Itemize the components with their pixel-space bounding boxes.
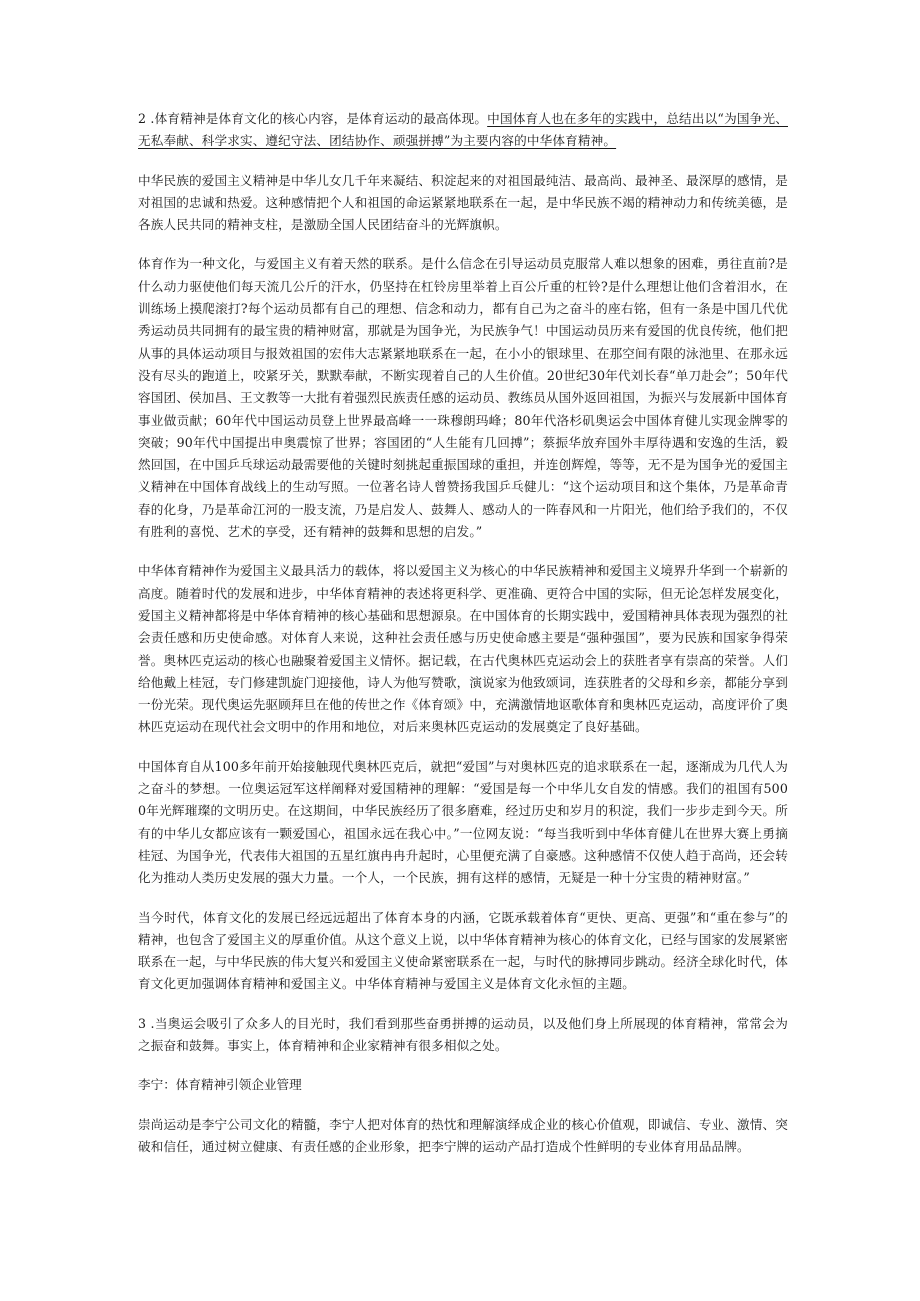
document-body [138,108,788,1158]
paragraph-5: 中国体育自从100多年前开始接触现代奥林匹克后，就把“爱国”与对奥林匹克的追求联系在一起，逐渐成为几代人为之奋斗的梦想。一位奥运冠军这样阐释对爱国精神的理解：“爱国是每一个中华儿女自发的情感。我们的祖国有5000年光辉璀璨的文明历史。在这期间，中华民族经历了很多磨难，经过历史和岁月的积淀，我们一步步走到今天。所有的中华儿女都应该有一颗爱国心，祖国永远在我心中。”一位网友说：“每当我听到中华体育健儿在世界大赛上勇摘桂冠、为国争光，代表伟大祖国的五星红旗冉冉升起时，心里便充满了自豪感。这种感情不仅使人趋于高尚，还会转化为推动人类历史发展的强大力量。一个人，一个民族，拥有这样的感情，无疑是一种十分宝贵的精神财富。” [138,758,788,886]
paragraph-2: 中华民族的爱国主义精神是中华儿女几千年来凝结、积淀起来的对祖国最纯洁、最高尚、最神圣、最深厚的感情，是对祖国的忠诚和热爱。这种感情把个人和祖国的命运紧紧地联系在一起，是中华民族不竭的精神动力和传统美德，是各族人民共同的精神支柱，是激励全国人民团结奋斗的光辉旗帜。 [138,172,788,233]
paragraph-7: 3 .当奥运会吸引了众多人的目光时，我们看到那些奋勇拼搏的运动员，以及他们身上所展现的体育精神，常常会为之振奋和鼓舞。事实上，体育精神和企业家精神有很多相似之处。 [138,1015,788,1053]
paragraph-8: 崇尚运动是李宁公司文化的精髓，李宁人把对体育的热忱和理解演绎成企业的核心价值观，即诚信、专业、激情、突破和信任，通过树立健康、有责任感的企业形象，把李宁牌的运动产品打造成个性鲜明的专业体育用品品牌。 [138,1116,788,1154]
paragraph-1 [138,108,788,153]
section-heading: 李宁：体育精神引领企业管理 [138,1077,302,1093]
paragraph-1-underlined-text: 中国体育人也在多年的实践中，总结出以“为国争光、无私奉献、科学求实、遵纪守法、团结协作、顽强拼搏”为主要内容的中华体育精神。 [138,111,788,149]
paragraph-4: 中华体育精神作为爱国主义最具活力的载体，将以爱国主义为核心的中华民族精神和爱国主义境界升华到一个崭新的高度。随着时代的发展和进步，中华体育精神的表述将更科学、更准确、更符合中国的实际，但无论怎样发展变化，爱国主义精神都将是中华体育精神的核心基础和思想源泉。在中国体育的长期实践中，爱国精神具体表现为强烈的社会责任感和历史使命感。对体育人来说，这种社会责任感与历史使命感主要是“强种强国”，要为民族和国家争得荣誉。奥林匹克运动的核心也融聚着爱国主义情怀。据记载，在古代奥林匹克运动会上的获胜者享有崇高的荣誉。人们给他戴上桂冠，专门修建凯旋门迎接他，诗人为他写赞歌，演说家为他致颂词，连获胜者的父母和乡亲，都能分享到一份光荣。现代奥运先驱顾拜旦在他的传世之作《体育颂》中，充满激情地讴歌体育和奥林匹克运动，高度评价了奥林匹克运动在现代社会文明中的作用和地位，对后来奥林匹克运动的发展奠定了良好基础。 [138,563,788,735]
paragraph-6: 当今时代，体育文化的发展已经远远超出了体育本身的内涵，它既承载着体育“更快、更高、更强”和“重在参与”的精神，也包含了爱国主义的厚重价值。从这个意义上说，以中华体育精神为核心的体育文化，已经与国家的发展紧密联系在一起，与中华民族的伟大复兴和爱国主义使命紧密联系在一起，与时代的脉搏同步跳动。经济全球化时代，体育文化更加强调体育精神和爱国主义。中华体育精神与爱国主义是体育文化永恒的主题。 [138,909,788,992]
paragraph-3: 体育作为一种文化，与爱国主义有着天然的联系。是什么信念在引导运动员克服常人难以想象的困难，勇往直前?是什么动力驱使他们每天流几公斤的汗水，仍坚持在杠铃房里举着上百公斤重的杠铃?是什么理想让他们含着泪水，在训练场上摸爬滚打?每个运动员都有自己的理想、信念和动力，都有自己为之奋斗的座右铭，但有一条是中国几代优秀运动员共同拥有的最宝贵的精神财富，那就是为国争光，为民族争气！中国运动员历来有爱国的优良传统，他们把从事的具体运动项目与报效祖国的宏伟大志紧紧地联系在一起，在小小的银球里、在那空间有限的泳池里、在那永远没有尽头的跑道上，咬紧牙关，默默奉献，不断实现着自己的人生价值。20世纪30年代刘长春“单刀赴会”；50年代容国团、侯加昌、王文教等一大批有着强烈民族责任感的运动员、教练员从国外返回祖国，为振兴与发展新中国体育事业做贡献；60年代中国运动员登上世界最高峰一一珠穆朗玛峰；80年代洛杉矶奥运会中国体育健儿实现金牌零的突破；90年代中国提出申奥震惊了世界；容国团的“人生能有几回搏”；蔡振华放弃国外丰厚待遇和安逸的生活，毅然回国，在中国乒乓球运动最需要他的关键时刻挑起重振国球的重担，并连创辉煌，等等，无不是为国争光的爱国主义精神在中国体育战线上的生动写照。一位著名诗人曾赞扬我国乒乓健儿：“这个运动项目和这个集体，乃是革命青春的化身，乃是革命江河的一股支流，乃是启发人、鼓舞人、感动人的一阵春风和一片阳光，他们给予我们的，不仅有胜利的喜悦、艺术的享受，还有精神的鼓舞和思想的启发。” [138,256,788,540]
paragraph-1-text: 2 .体育精神是体育文化的核心内容，是体育运动的最高体现。 [138,111,488,126]
